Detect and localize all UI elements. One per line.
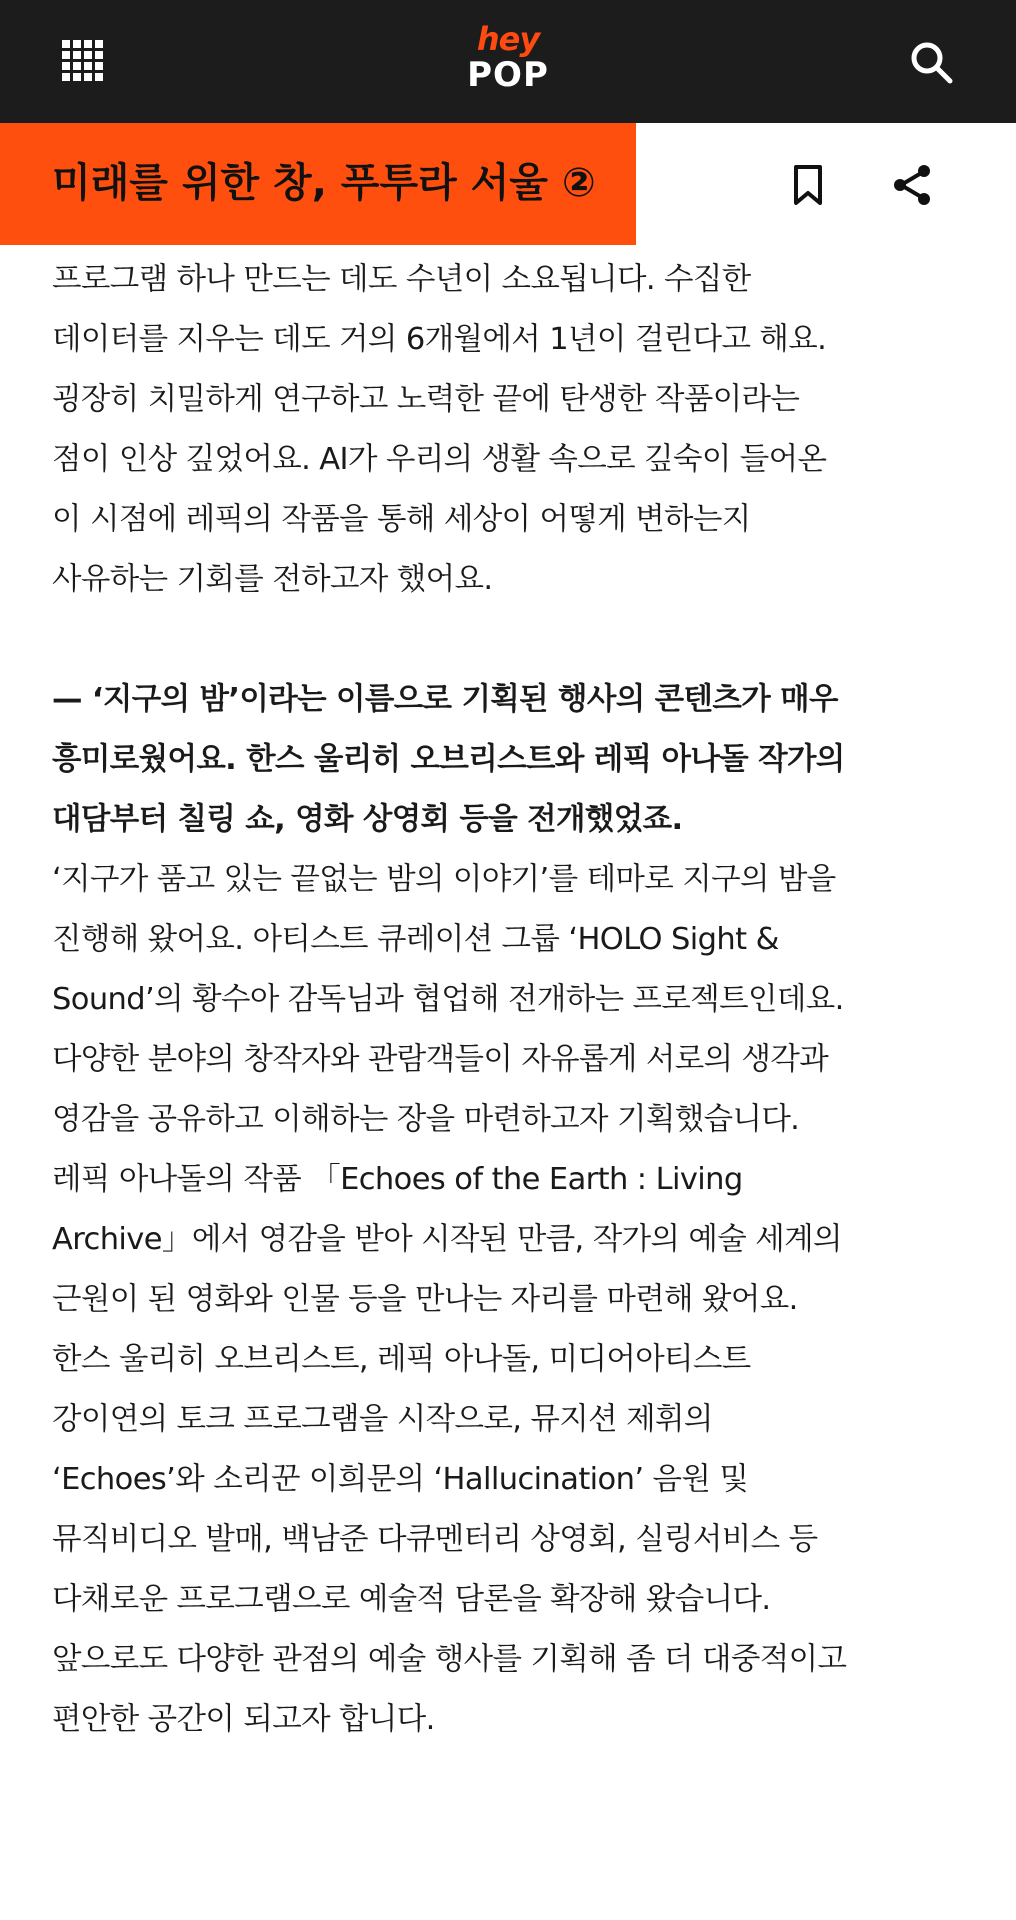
article-body	[52, 250, 982, 1750]
top-navigation-bar	[0, 0, 1016, 123]
question-line: — ‘지구의 밤’이라는 이름으로 기획된 행사의 콘텐츠가 매우	[52, 682, 838, 717]
article-paragraph-2	[52, 850, 982, 1750]
text-line: Sound’의 황수아 감독님과 협업해 전개하는 프로젝트인데요.	[52, 982, 844, 1017]
text-line: 프로그램 하나 만드는 데도 수년이 소요됩니다. 수집한	[52, 262, 751, 297]
text-line: 강이연의 토크 프로그램을 시작으로, 뮤지션 제휘의	[52, 1402, 713, 1437]
text-line: 편안한 공간이 되고자 합니다.	[52, 1702, 435, 1737]
article-paragraph-1	[52, 250, 982, 610]
page-title: 미래를 위한 창, 푸투라 서울 ②	[52, 160, 596, 206]
text-line: ‘지구가 품고 있는 끝없는 밤의 이야기’를 테마로 지구의 밤을	[52, 862, 836, 897]
question-line: 흥미로웠어요. 한스 울리히 오브리스트와 레픽 아나돌 작가의	[52, 742, 845, 777]
logo-pop-text: POP	[467, 55, 549, 95]
text-line: 앞으로도 다양한 관점의 예술 행사를 기획해 좀 더 대중적이고	[52, 1642, 847, 1677]
text-line: 점이 인상 깊었어요. AI가 우리의 생활 속으로 깊숙이 들어온	[52, 442, 827, 477]
grid-menu-icon[interactable]	[62, 40, 104, 82]
text-line: Archive」에서 영감을 받아 시작된 만큼, 작가의 예술 세계의	[52, 1222, 842, 1257]
text-line: ‘Echoes’와 소리꾼 이희문의 ‘Hallucination’ 음원 및	[52, 1462, 749, 1497]
text-line: 영감을 공유하고 이해하는 장을 마련하고자 기획했습니다.	[52, 1102, 800, 1137]
text-line: 굉장히 치밀하게 연구하고 노력한 끝에 탄생한 작품이라는	[52, 382, 800, 417]
bookmark-icon[interactable]	[786, 163, 830, 207]
paragraph-spacer	[52, 610, 982, 670]
heypop-logo[interactable]	[462, 22, 554, 102]
question-line: 대담부터 칠링 쇼, 영화 상영회 등을 전개했었죠.	[52, 802, 683, 837]
text-line: 데이터를 지우는 데도 거의 6개월에서 1년이 걸린다고 해요.	[52, 322, 827, 357]
text-line: 근원이 된 영화와 인물 등을 만나는 자리를 마련해 왔어요.	[52, 1282, 798, 1317]
text-line: 한스 울리히 오브리스트, 레픽 아나돌, 미디어아티스트	[52, 1342, 751, 1377]
text-line: 레픽 아나돌의 작품 「Echoes of the Earth : Living	[52, 1162, 743, 1197]
article-title-bar	[0, 123, 1016, 245]
text-line: 뮤직비디오 발매, 백남준 다큐멘터리 상영회, 실링서비스 등	[52, 1522, 818, 1557]
text-line: 다채로운 프로그램으로 예술적 담론을 확장해 왔습니다.	[52, 1582, 771, 1617]
logo-hey-text: hey	[476, 20, 540, 58]
search-icon[interactable]	[907, 38, 955, 86]
text-line: 사유하는 기회를 전하고자 했어요.	[52, 562, 493, 597]
share-icon[interactable]	[889, 162, 935, 208]
text-line: 이 시점에 레픽의 작품을 통해 세상이 어떻게 변하는지	[52, 502, 751, 537]
interview-question	[52, 670, 982, 850]
text-line: 다양한 분야의 창작자와 관람객들이 자유롭게 서로의 생각과	[52, 1042, 829, 1077]
text-line: 진행해 왔어요. 아티스트 큐레이션 그룹 ‘HOLO Sight &	[52, 922, 779, 957]
